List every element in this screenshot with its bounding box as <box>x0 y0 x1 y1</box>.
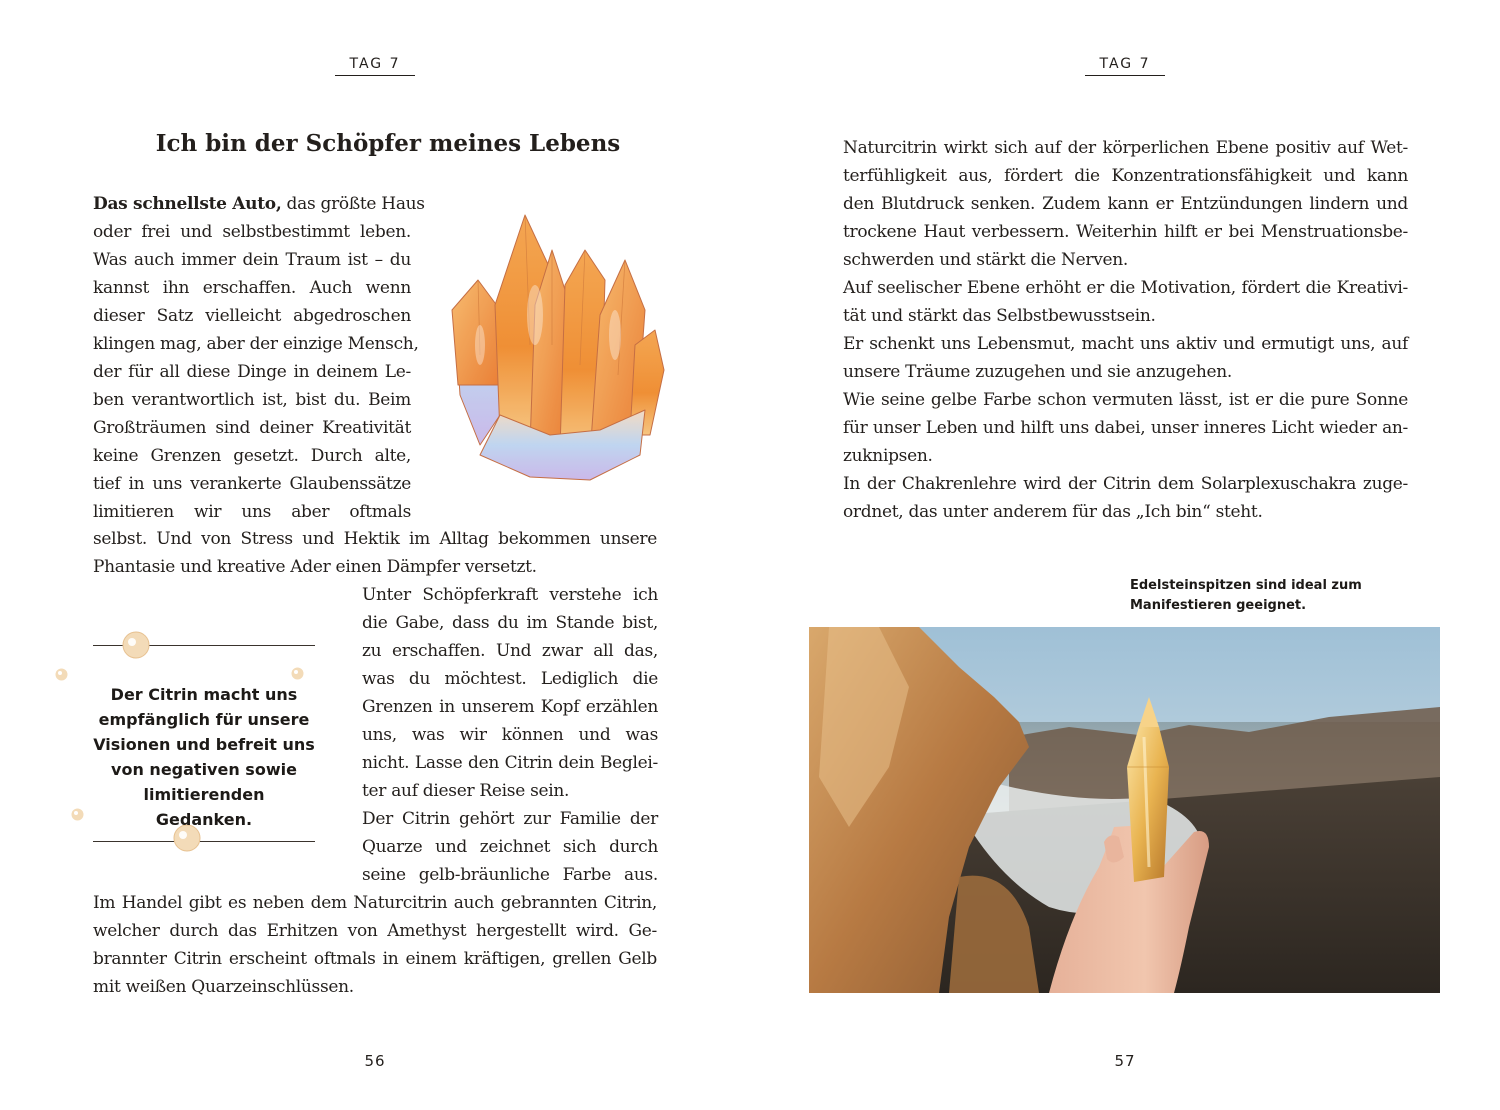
text-line: tät und stärkt das Selbstbewusstsein. <box>843 306 1156 326</box>
text-line: Was auch immer dein Traum ist – du <box>93 250 411 270</box>
bubble-icon <box>55 668 68 681</box>
text-line: zuknipsen. <box>843 446 933 466</box>
text-line: tief in uns verankerte Glaubenssätze <box>93 474 411 494</box>
chapter-title: Ich bin der Schöpfer meines Lebens <box>155 130 621 157</box>
text-line: was du möchtest. Lediglich die <box>362 669 658 689</box>
running-head-left: TAG 7 <box>335 56 415 76</box>
caption-line: Manifestieren geeignet. <box>1130 598 1307 613</box>
photo-caption <box>1130 576 1430 616</box>
text-line: terfühligkeit aus, fördert die Konzentrationsfähigkeit und kann <box>843 166 1408 186</box>
text-line: keine Grenzen gesetzt. Durch alte, <box>93 446 411 466</box>
text-line: Grenzen in unserem Kopf erzählen <box>362 697 658 717</box>
text-line: trockene Haut verbessern. Weiterhin hilft er bei Menstruationsbe- <box>843 222 1408 242</box>
bubble-icon <box>291 667 304 680</box>
intro-paragraph <box>93 190 425 526</box>
citrin-family-paragraph <box>362 805 658 889</box>
text-line: zu erschaffen. Und zwar all das, <box>362 641 658 661</box>
text-line: ben verantwortlich ist, bist du. Beim <box>93 390 411 410</box>
citrin-crystal-illustration <box>440 195 665 485</box>
text-line: Quarze und zeichnet sich durch <box>362 837 658 857</box>
text-line: unsere Träume zuzugehen und sie anzugehen. <box>843 362 1233 382</box>
text-line: klingen mag, aber der einzige Mensch, <box>93 334 419 354</box>
right-page <box>750 0 1500 1110</box>
text-line: schwerden und stärkt die Nerven. <box>843 250 1129 270</box>
text-line: Naturcitrin wirkt sich auf der körperlichen Ebene positiv auf Wet- <box>843 138 1408 158</box>
text-line: Großträumen sind deiner Kreativität <box>93 418 411 438</box>
intro-continuation <box>93 525 657 581</box>
text-line: mit weißen Quarzeinschlüssen. <box>93 977 354 997</box>
text-line: In der Chakrenlehre wird der Citrin dem Solarplexuschakra zuge- <box>843 474 1408 494</box>
text-line: Auf seelischer Ebene erhöht er die Motivation, fördert die Kreativi- <box>843 278 1408 298</box>
text-line: Das schnellste Auto, das größte Haus <box>93 194 425 214</box>
bubble-icon <box>122 631 150 659</box>
pull-quote <box>55 630 325 860</box>
quote-text: Der Citrin macht uns empfänglich für unsere Visionen und befreit uns von negativen sowie limitierenden Gedanken. <box>93 685 315 829</box>
text-line: welcher durch das Erhitzen von Amethyst hergestellt wird. Ge- <box>93 921 657 941</box>
page-number-right: 57 <box>1114 1052 1136 1070</box>
quote-rule-bottom <box>93 841 315 842</box>
citrin-photo <box>809 627 1440 993</box>
text-line: dieser Satz vielleicht abgedroschen <box>93 306 411 326</box>
text-line: für unser Leben und hilft uns dabei, unser inneres Licht wieder an- <box>843 418 1408 438</box>
right-body-text <box>843 134 1408 526</box>
text-line: brannter Citrin erscheint oftmals in einem kräftigen, grellen Gelb <box>93 949 657 969</box>
text-line: limitieren wir uns aber oftmals <box>93 502 411 522</box>
text-line: die Gabe, dass du im Stande bist, <box>362 613 658 633</box>
text-line: nicht. Lasse den Citrin dein Beglei- <box>362 753 658 773</box>
text-line: Im Handel gibt es neben dem Naturcitrin auch gebrannten Citrin, <box>93 893 657 913</box>
bubble-icon <box>71 808 84 821</box>
text-line: den Blutdruck senken. Zudem kann er Entzündungen lindern und <box>843 194 1408 214</box>
text-line: der für all diese Dinge in deinem Le- <box>93 362 411 382</box>
handel-paragraph <box>93 889 657 1001</box>
text-line: uns, was wir können und was <box>362 725 658 745</box>
intro-lead: Das schnellste Auto, <box>93 194 282 214</box>
creative-paragraph <box>362 581 658 805</box>
text-line: Der Citrin gehört zur Familie der <box>362 809 658 829</box>
text-line: kannst ihn erschaffen. Auch wenn <box>93 278 411 298</box>
text-line: selbst. Und von Stress und Hektik im Alltag bekommen unsere <box>93 529 657 549</box>
text-line: ordnet, das unter anderem für das „Ich bin“ steht. <box>843 502 1263 522</box>
caption-line: Edelsteinspitzen sind ideal zum <box>1130 578 1362 593</box>
text-line: Er schenkt uns Lebensmut, macht uns aktiv und ermutigt uns, auf <box>843 334 1408 354</box>
page-number-left: 56 <box>364 1052 386 1070</box>
text-line: ter auf dieser Reise sein. <box>362 781 570 801</box>
running-head-right: TAG 7 <box>1085 56 1165 76</box>
text-line: Phantasie und kreative Ader einen Dämpfer versetzt. <box>93 557 537 577</box>
text-line: seine gelb-bräunliche Farbe aus. <box>362 865 658 885</box>
text-line: Unter Schöpferkraft verstehe ich <box>362 585 658 605</box>
text-line: oder frei und selbstbestimmt leben. <box>93 222 411 242</box>
text-line: Wie seine gelbe Farbe schon vermuten lässt, ist er die pure Sonne <box>843 390 1408 410</box>
